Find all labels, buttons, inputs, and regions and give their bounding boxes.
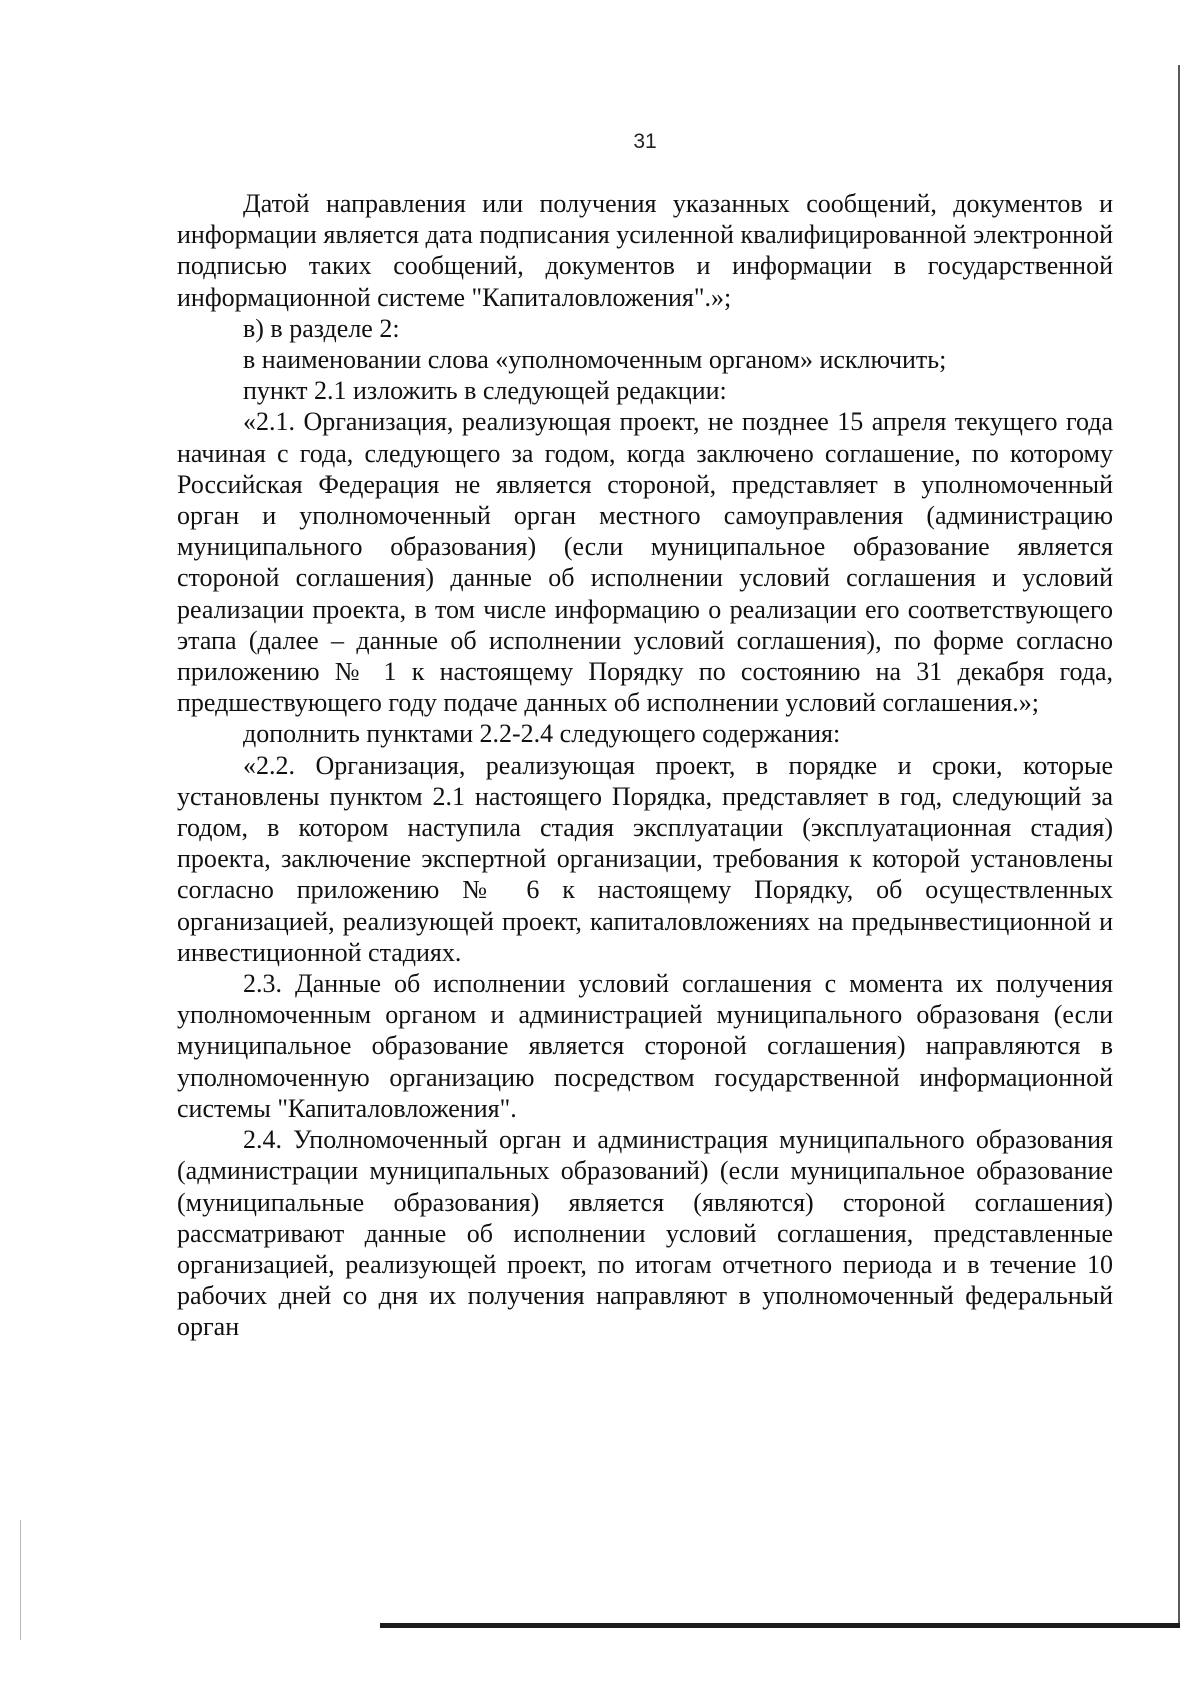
paragraph-name-change: в наименовании слова «уполномоченным органом» исключить; <box>243 345 947 375</box>
paragraph-add-items: дополнить пунктами 2.2-2.4 следующего содержания: <box>243 719 841 749</box>
document-body <box>177 188 1113 1343</box>
paragraph-item-2-1-intro: пункт 2.1 изложить в следующей редакции: <box>243 376 727 406</box>
scan-border-left <box>20 1520 21 1640</box>
paragraph-item-2-4: 2.4. Уполномоченный орган и администрация муниципального образования (администрации муниципальных образований) (если муниципальное образование (муниципальные образования) является (являются) стороной соглашения) рассматривают данные об исполнении условий соглашения, представленные организацией, реализующей проект, по итогам отчетного периода и в течение 10 рабочих дней со дня их получения направляют в уполномоченный федеральный орган <box>177 1125 1113 1342</box>
paragraph-item-2-3: 2.3. Данные об исполнении условий соглашения с момента их получения уполномоченным органом и администрацией муниципального образованя (если муниципальное образование является стороной соглашения) направляются в уполномоченную организацию посредством государственной информационной системы "Капиталовложения". <box>177 969 1113 1123</box>
page-number: 31 <box>633 130 657 153</box>
scan-border-right <box>1178 65 1180 1625</box>
paragraph-section-2-heading: в) в разделе 2: <box>243 313 400 343</box>
paragraph-date-of-sending: Датой направления или получения указанных сообщений, документов и информации является дата подписания усиленной квалифицированной электронной подписью таких сообщений, документов и информации в государственной информационной системе "Капиталовложения".»; <box>177 189 1113 312</box>
scan-border-bottom <box>380 1623 1180 1628</box>
paragraph-item-2-1: «2.1. Организация, реализующая проект, не позднее 15 апреля текущего года начиная с года, следующего за годом, когда заключено соглашение, по которому Российская Федерация не является стороной, представляет в уполномоченный орган и уполномоченный орган местного самоуправления (администрацию муниципального образования) (если муниципальное образование является стороной соглашения) данные об исполнении условий соглашения и условий реализации проекта, в том числе информацию о реализации его соответствующего этапа (далее – данные об исполнении условий соглашения), по форме согласно приложению № 1 к настоящему Порядку по состоянию на 31 декабря года, предшествующего году подаче данных об исполнении условий соглашения.»; <box>177 407 1113 718</box>
paragraph-item-2-2: «2.2. Организация, реализующая проект, в порядке и сроки, которые установлены пунктом 2.1 настоящего Порядка, представляет в год, следующий за годом, в котором наступила стадия эксплуатации (эксплуатационная стадия) проекта, заключение экспертной организации, требования к которой установлены согласно приложению № 6 к настоящему Порядку, об осуществленных организацией, реализующей проект, капиталовложениях на предынвестиционной и инвестиционной стадиях. <box>177 750 1113 967</box>
